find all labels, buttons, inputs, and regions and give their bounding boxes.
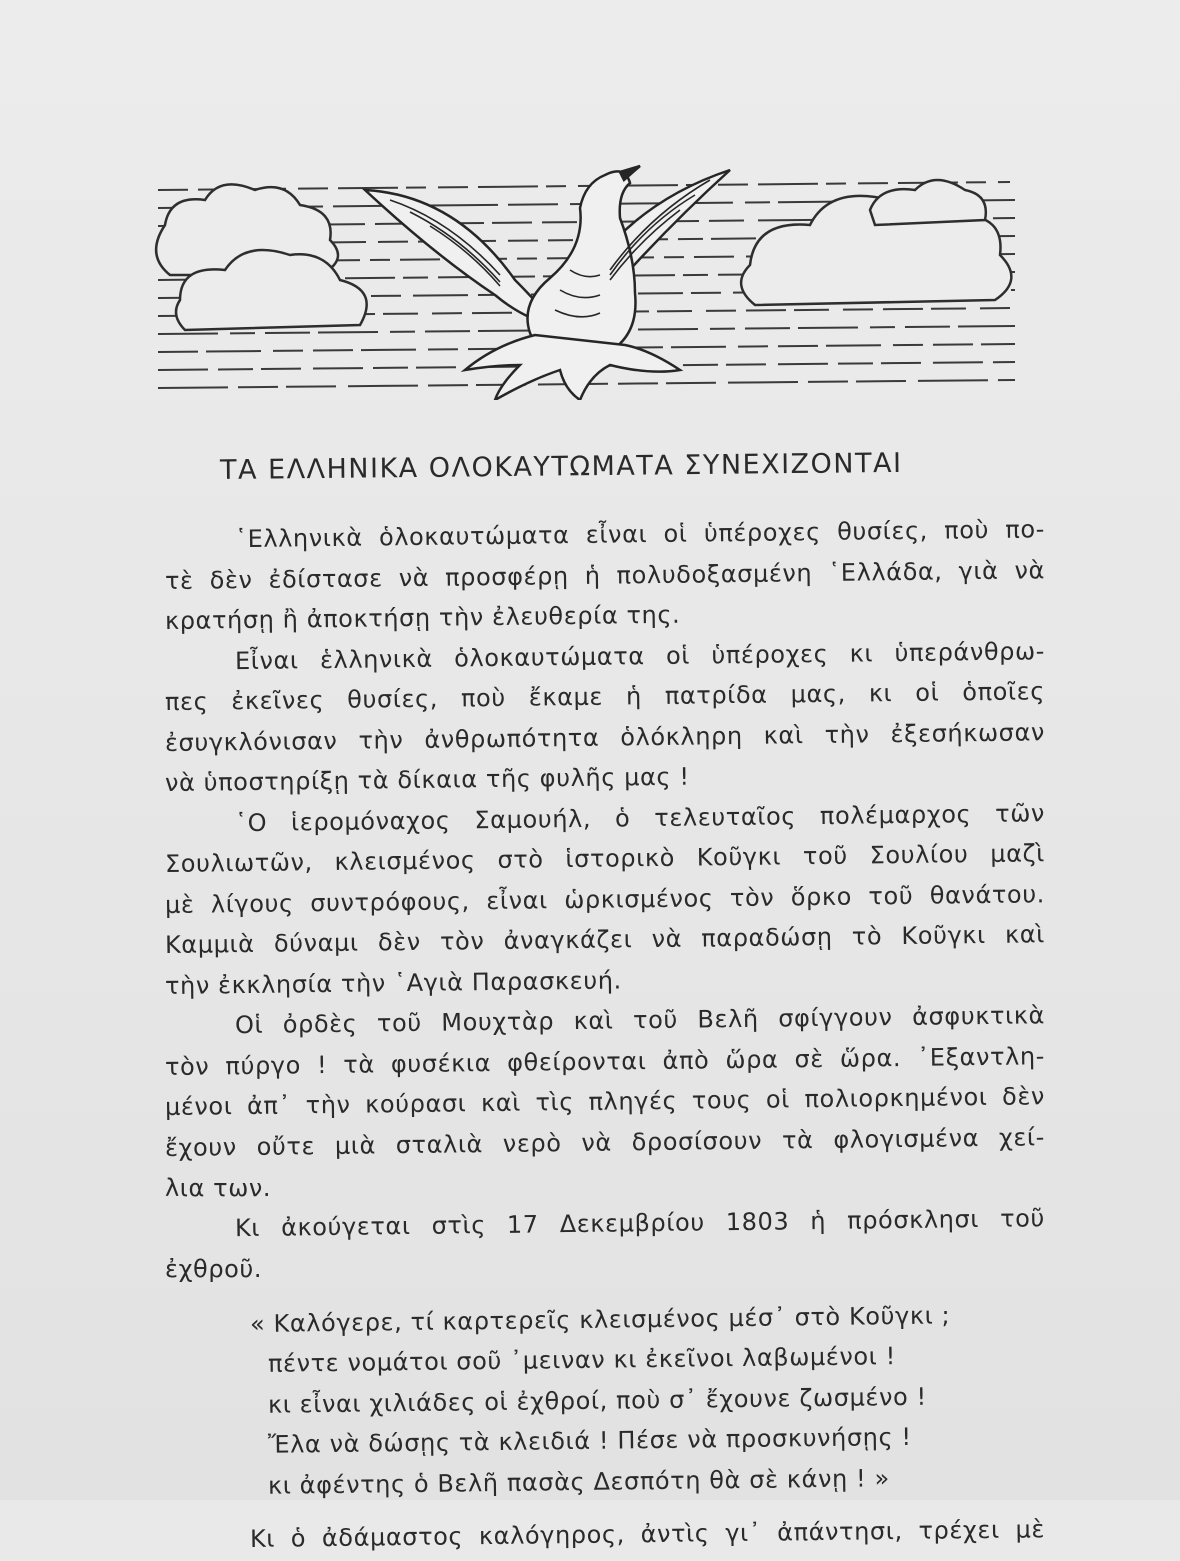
text-line: ῾Ελληνικὰ ὁλοκαυτώματα εἶναι οἱ ὑπέροχες θυσίες, ποὺ πο-	[234, 515, 1046, 554]
page-title: ΤΑ ΕΛΛΗΝΙΚΑ ΟΛΟΚΑΥΤΩΜΑΤΑ ΣΥΝΕΧΙΖΟΝΤΑΙ	[219, 447, 903, 486]
poem-line: « Καλόγερε, τί καρτερεῖς κλεισμένος μέσ᾿ στὸ Κοῦγκι ;	[249, 1300, 951, 1338]
text-line: πες ἐκεῖνες θυσίες, ποὺ ἔκαμε ἡ πατρίδα μας, κι οἱ ὁποῖες	[164, 677, 1046, 716]
body-text	[164, 515, 1046, 1561]
text-line: Εἶναι ἑλληνικὰ ὁλοκαυτώματα οἱ ὑπέροχες κι ὑπεράνθρω-	[234, 636, 1046, 675]
text-line: τὲ δὲν ἐδίστασε νὰ προσφέρῃ ἡ πολυδοξασμένη ῾Ελλάδα, γιὰ νὰ	[164, 555, 1046, 595]
text-line: Σουλιωτῶν, κλεισμένος στὸ ἱστορικὸ Κοῦγκι τοῦ Σουλίου μαζὶ	[164, 839, 1046, 878]
text-line: τὸν πύργο ! τὰ φυσέκια φθείρονται ἀπὸ ὥρα σὲ ὥρα. ᾿Εξαντλη-	[164, 1041, 1046, 1081]
text-line: μὲ λίγους συντρόφους, εἶναι ὡρκισμένος τὸν ὅρκο τοῦ θανάτου.	[164, 879, 1046, 919]
poem-line: πέντε νομάτοι σοῦ ᾿μειναν κι ἐκεῖνοι λαβωμένοι !	[267, 1342, 896, 1378]
phoenix-vignette	[150, 150, 1030, 400]
text-line: ἐσυγκλόνισαν τὴν ἀνθρωπότητα ὁλόκληρη καὶ τὴν ἐξεσήκωσαν	[164, 717, 1046, 757]
text-line: Κι ὁ ἀδάμαστος καλόγηρος, ἀντὶς γι᾿ ἀπάντησι, τρέχει μὲ	[249, 1515, 1046, 1553]
cloud-right	[741, 180, 1011, 305]
quoted-poem	[165, 1300, 1045, 1507]
text-line: νὰ ὑποστηρίξῃ τὰ δίκαια τῆς φυλῆς μας !	[164, 762, 690, 797]
text-line: Οἱ ὀρδὲς τοῦ Μουχτὰρ καὶ τοῦ Βελῆ σφίγγουν ἀσφυκτικὰ	[234, 1001, 1046, 1040]
poem-line: Ἔλα νὰ δώσῃς τὰ κλειδιά ! Πέσε νὰ προσκυνήσῃς !	[267, 1422, 912, 1459]
poem-line: κι ἀφέντης ὁ Βελῆ πασὰς Δεσπότη θὰ σὲ κάνῃ ! »	[267, 1463, 890, 1500]
text-line: λια των.	[165, 1174, 272, 1202]
text-line: ἐχθροῦ.	[165, 1255, 263, 1283]
text-line: ῾Ο ἱερομόναχος Σαμουήλ, ὁ τελευταῖος πολέμαρχος τῶν	[234, 798, 1046, 837]
text-line: τὴν ἐκκλησία τὴν ῾Αγιὰ Παρασκευή.	[164, 965, 622, 1000]
phoenix-bird	[365, 166, 730, 400]
poem-line: κι εἶναι χιλιάδες οἱ ἐχθροί, ποὺ σ᾿ ἔχουνε ζωσμένο !	[267, 1382, 927, 1419]
text-line: ἔχουν οὔτε μιὰ σταλιὰ νερὸ νὰ δροσίσουν τὰ φλογισμένα χεί-	[164, 1122, 1046, 1162]
text-line: μένοι ἀπ᾿ τὴν κούρασι καὶ τὶς πληγές τους οἱ πολιορκημένοι δὲν	[164, 1082, 1046, 1121]
text-line: κρατήσῃ ἢ ἀποκτήσῃ τὴν ἐλευθερία της.	[164, 600, 681, 635]
text-line: Καμμιὰ δύναμι δὲν τὸν ἀναγκάζει νὰ παραδώσῃ τὸ Κοῦγκι καὶ	[164, 920, 1046, 959]
text-line: Κι ἀκούγεται στὶς 17 Δεκεμβρίου 1803 ἡ πρόσκλησι τοῦ	[234, 1203, 1046, 1242]
